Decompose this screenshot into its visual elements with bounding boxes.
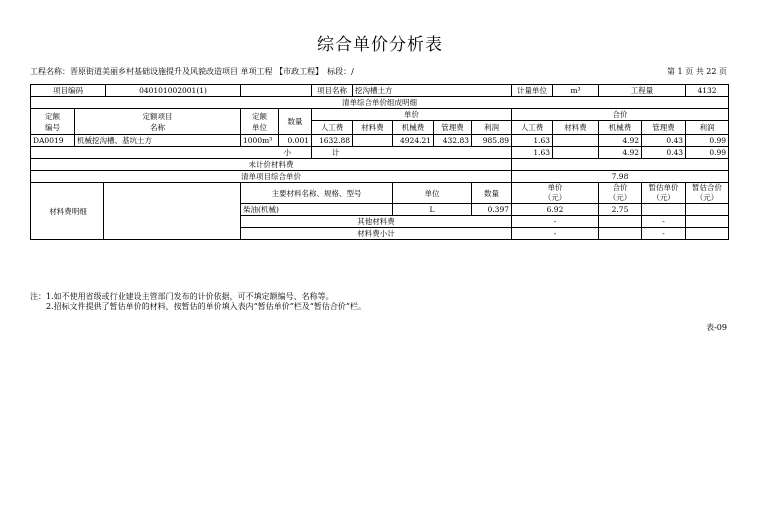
material-total-header: 合价 （元） (599, 183, 642, 204)
unpriced-label: 未计价材料费 (31, 159, 512, 171)
item-name-value: 挖沟槽土方 (353, 85, 512, 97)
page-title: 综合单价分析表 (317, 35, 443, 55)
material-subtotal-price: - (512, 228, 599, 240)
quota-item-header: 定额项目 名称 (75, 109, 241, 135)
quota-u-mgmt: 432.83 (434, 135, 472, 147)
materials-section (31, 183, 241, 240)
project-info: 工程名称：晋原街道美丽乡村基础设施提升及风貌改造项目 单项工程 【市政工程】 标段：/ (30, 67, 354, 76)
t-material-header: 材料费 (553, 121, 599, 135)
u-material-header: 材料费 (353, 121, 393, 135)
material-subtotal-total (599, 228, 642, 240)
quantity-value: 4132 (686, 85, 729, 97)
unit-label: 计量单位 (512, 85, 553, 97)
quota-t-profit: 0.99 (686, 135, 729, 147)
subtotal-label-a: 小 (31, 147, 312, 159)
material-qty: 0.397 (472, 204, 512, 216)
form-code: 表-09 (706, 323, 727, 332)
other-material-est-total (686, 216, 729, 228)
material-est-total-header: 暂估合价 （元） (686, 183, 729, 204)
subtotal-material (553, 147, 599, 159)
material-est-total (686, 204, 729, 216)
item-code-value: 040101002001(1) (139, 86, 207, 95)
unpriced-value (512, 159, 729, 171)
quota-code: DA0019 (31, 135, 75, 147)
unit-value: m³ (553, 85, 599, 97)
item-code-spacer (241, 85, 312, 97)
material-subtotal-est: - (642, 228, 686, 240)
material-total: 2.75 (599, 204, 642, 216)
qty-header: 数量 (279, 109, 312, 135)
other-material-price: - (512, 216, 599, 228)
t-mgmt-header: 管理费 (642, 121, 686, 135)
material-name: 柴油(机械) (241, 204, 393, 216)
other-material-total (599, 216, 642, 228)
item-name-label: 项目名称 (312, 85, 353, 97)
other-material-est: - (642, 216, 686, 228)
item-code-row (31, 85, 241, 97)
subtotal-mgmt: 0.43 (642, 147, 686, 159)
material-est-unit (642, 204, 686, 216)
quota-t-mgmt: 0.43 (642, 135, 686, 147)
material-unit-header: 单位 (393, 183, 472, 204)
item-code-label: 项目编码 (31, 85, 106, 96)
material-qty-header: 数量 (472, 183, 512, 204)
quantity-label: 工程量 (599, 85, 686, 97)
quota-t-machine: 4.92 (599, 135, 642, 147)
t-profit-header: 利润 (686, 121, 729, 135)
u-machine-header: 机械费 (393, 121, 434, 135)
t-labor-header: 人工费 (512, 121, 553, 135)
u-mgmt-header: 管理费 (434, 121, 472, 135)
quota-unit: 1000m³ (241, 135, 279, 147)
unit-price-analysis-table (30, 84, 729, 240)
quota-t-material (553, 135, 599, 147)
other-material-label: 其他材料费 (241, 216, 512, 228)
material-unit-price-header: 单价 （元） (512, 183, 599, 204)
quota-row (31, 135, 729, 147)
composition-title: 清单综合单价组成明细 (31, 97, 729, 109)
material-subtotal-label: 材料费小计 (241, 228, 512, 240)
note-2: 2.招标文件提供了暂估单价的材料，按暂估的单价填入表内“暂估单价”栏及“暂估合价”栏。 (46, 302, 366, 311)
subtotal-labor: 1.63 (512, 147, 553, 159)
quota-t-labor: 1.63 (512, 135, 553, 147)
quota-u-machine: 4924.21 (393, 135, 434, 147)
quota-u-labor: 1632.88 (312, 135, 353, 147)
total-price-header: 合价 (512, 109, 729, 121)
page-number: 第 1 页 共 22 页 (667, 67, 727, 76)
quota-qty: 0.001 (279, 135, 312, 147)
u-profit-header: 利润 (472, 121, 512, 135)
quota-no-header: 定额 编号 (31, 109, 75, 135)
material-est-unit-header: 暂估单价 （元） (642, 183, 686, 204)
notes (30, 292, 366, 312)
material-unit-price: 6.92 (512, 204, 599, 216)
subtotal-row (31, 147, 729, 159)
material-name-header: 主要材料名称、规格、型号 (241, 183, 393, 204)
unit-price-header: 单价 (312, 109, 512, 121)
material-unit: L (393, 204, 472, 216)
material-subtotal-est-total (686, 228, 729, 240)
subtotal-profit: 0.99 (686, 147, 729, 159)
composite-value: 7.98 (512, 171, 729, 183)
t-machine-header: 机械费 (599, 121, 642, 135)
quota-u-profit: 985.89 (472, 135, 512, 147)
subtotal-machine: 4.92 (599, 147, 642, 159)
quota-name: 机械挖沟槽、基坑土方 (75, 135, 241, 147)
u-labor-header: 人工费 (312, 121, 353, 135)
subtotal-label-b: 计 (312, 147, 512, 159)
quota-u-material (353, 135, 393, 147)
composite-label: 清单项目综合单价 (31, 171, 512, 183)
quota-unit-header: 定额 单位 (241, 109, 279, 135)
materials-section-label: 材料费明细 (33, 183, 104, 239)
note-1: 注：1.如不使用省级或行业建设主管部门发布的计价依据，可不填定额编号、名称等。 (30, 292, 334, 301)
